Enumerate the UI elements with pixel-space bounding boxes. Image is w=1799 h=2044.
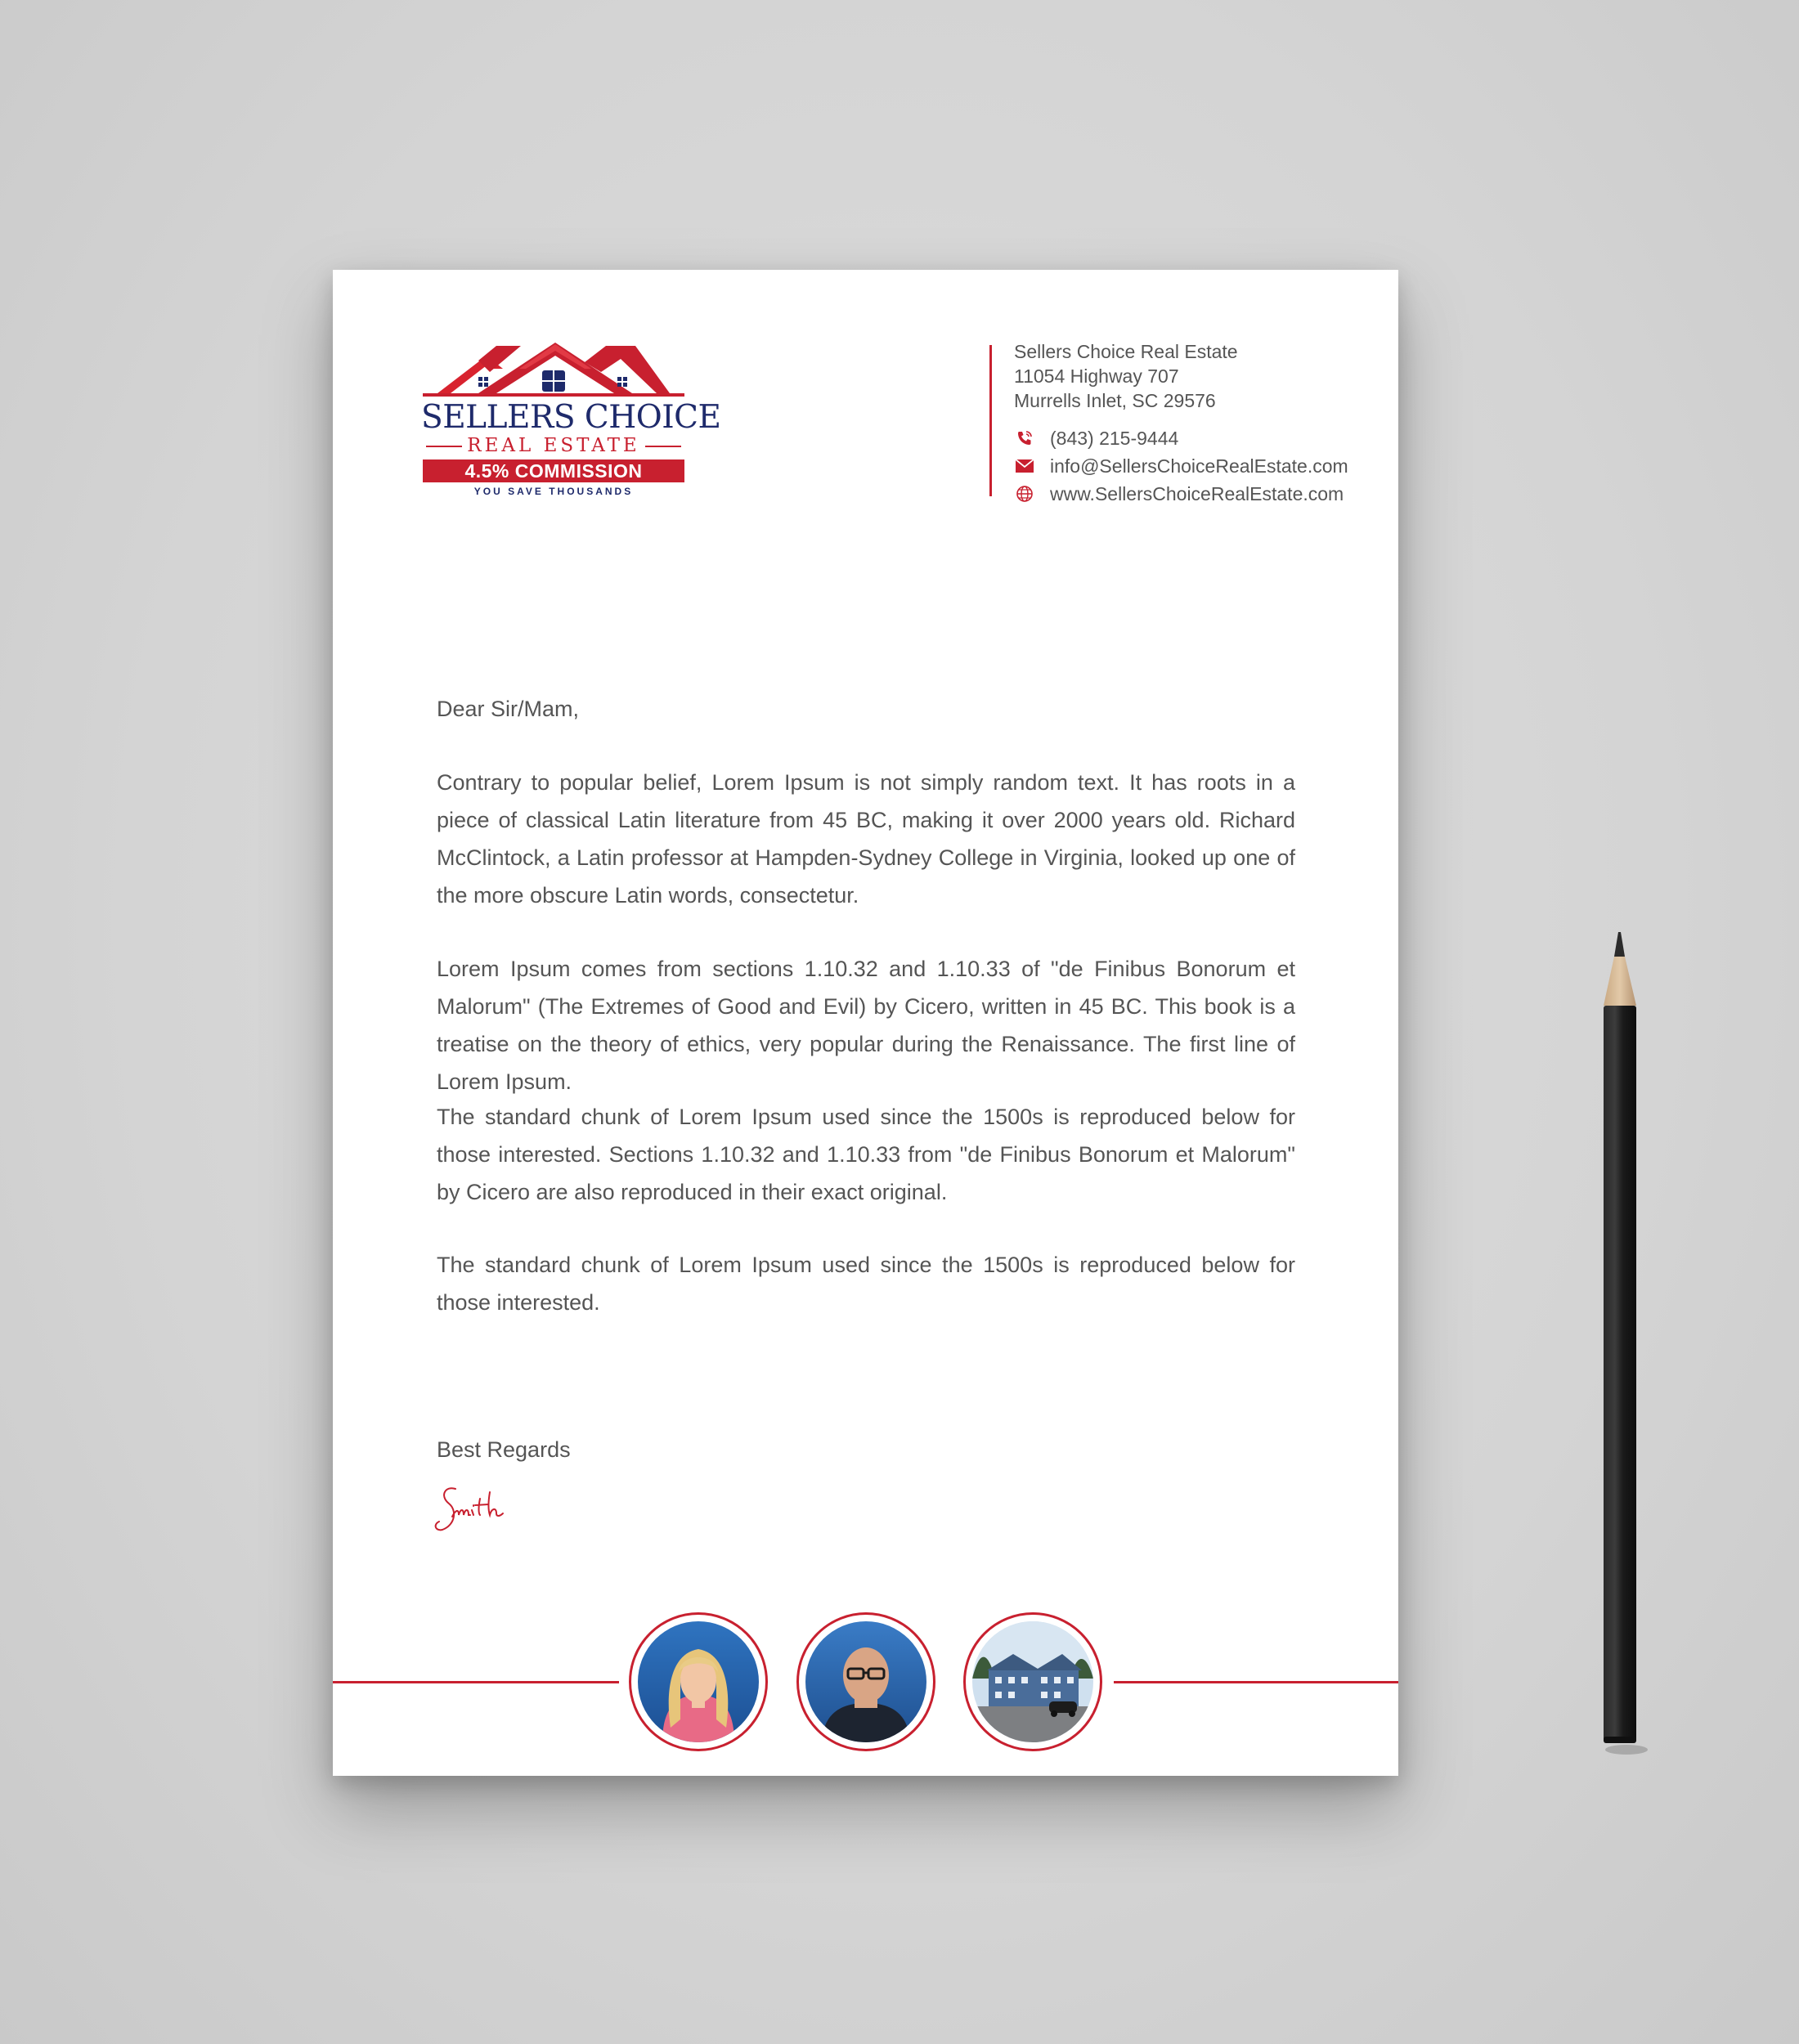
email-row	[1014, 452, 1348, 480]
logo-tagline: YOU SAVE THOUSANDS	[473, 486, 634, 497]
envelope-icon	[1014, 457, 1035, 475]
company-logo	[421, 339, 721, 503]
letter-closing: Best Regards	[437, 1437, 571, 1462]
letter-paragraph-1: Contrary to popular belief, Lorem Ipsum is not simply random text. It has roots in a piece of classical Latin literature from 45 BC, making it over 2000 years old. Richard McClintock, a Latin professor at Hampden-Sydney College in Virginia, looked up one of the more obscure Latin words, consectetur.	[437, 770, 1295, 908]
website-row	[1014, 480, 1348, 508]
address-block	[1014, 339, 1348, 413]
logo-brand-name: SELLERS CHOICE	[421, 399, 721, 436]
pencil-decoration	[1599, 932, 1648, 1762]
letter-greeting: Dear Sir/Mam,	[437, 697, 580, 721]
footer-rule-left	[333, 1681, 619, 1683]
agent-photo-woman	[629, 1612, 768, 1751]
footer-rule-right	[1114, 1681, 1398, 1683]
phone-icon	[1014, 429, 1035, 447]
letter-paragraph-3: The standard chunk of Lorem Ipsum used since the 1500s is reproduced below for those interested. Sections 1.10.32 and 1.10.33 from "de Finibus Bonorum et Malorum" by Cicero are also reproduced in their exact original.	[437, 1105, 1295, 1204]
letterhead-page	[333, 270, 1398, 1776]
email-address[interactable]: info@SellersChoiceRealEstate.com	[1050, 455, 1348, 477]
handwritten-signature	[431, 1477, 529, 1547]
logo-subtitle-text: REAL ESTATE	[467, 435, 640, 456]
website-url[interactable]: www.SellersChoiceRealEstate.com	[1050, 483, 1344, 504]
house-roof-icon	[421, 339, 686, 405]
logo-commission-band: 4.5% COMMISSION	[423, 459, 684, 482]
contact-divider	[989, 345, 992, 496]
office-building-photo	[963, 1612, 1102, 1751]
address-line-2: Murrells Inlet, SC 29576	[1014, 390, 1216, 411]
letter-paragraph-4: The standard chunk of Lorem Ipsum used since the 1500s is reproduced below for those interested.	[437, 1253, 1295, 1315]
company-name: Sellers Choice Real Estate	[1014, 341, 1238, 362]
globe-icon	[1014, 485, 1035, 503]
contact-block	[1014, 339, 1348, 508]
agent-photo-man	[796, 1612, 935, 1751]
letter-paragraph-2: Lorem Ipsum comes from sections 1.10.32 and 1.10.33 of "de Finibus Bonorum et Malorum" (The Extremes of Good and Evil) by Cicero, written in 45 BC. This book is a treatise on the theory of ethics, very popular during the Renaissance. The first line of Lorem Ipsum.	[437, 957, 1295, 1094]
logo-rule-right	[645, 446, 681, 447]
address-line-1: 11054 Highway 707	[1014, 365, 1179, 387]
logo-subtitle	[421, 435, 686, 456]
phone-row	[1014, 424, 1348, 452]
phone-number[interactable]: (843) 215-9444	[1050, 428, 1179, 449]
